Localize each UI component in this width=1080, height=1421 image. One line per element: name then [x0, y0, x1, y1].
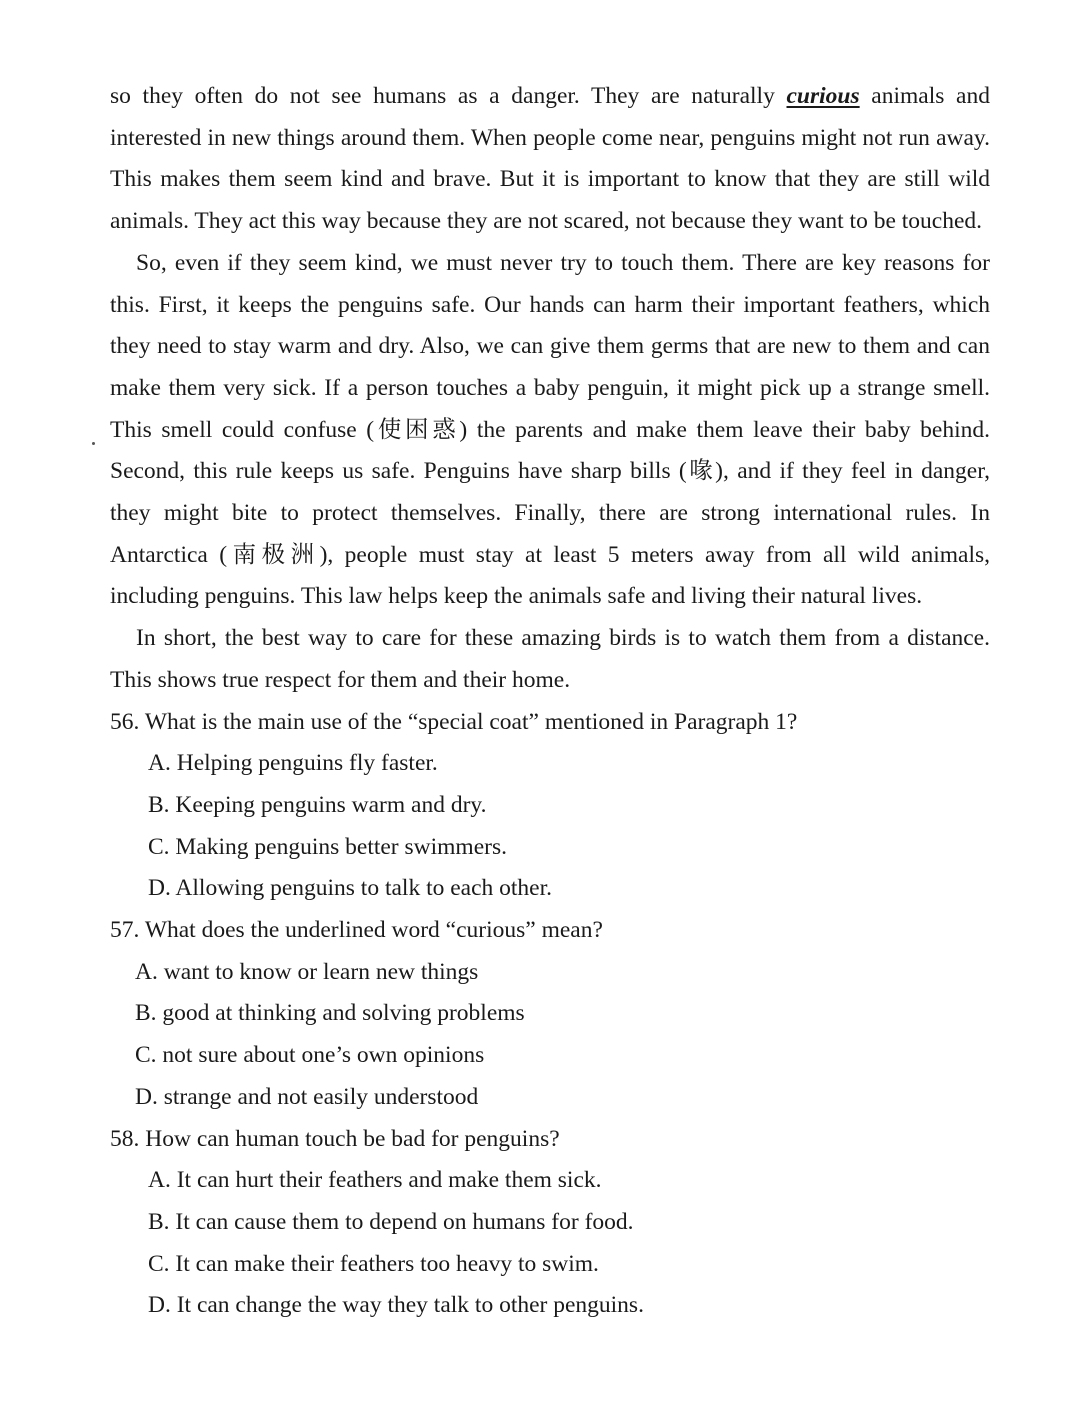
- document-page: [110, 76, 990, 1327]
- passage-paragraph-3: In short, the best way to care for these amazing birds is to watch them from a distance. This shows true respect for them and their home.: [110, 625, 990, 693]
- option-d: D. strange and not easily understood: [135, 1083, 479, 1110]
- option-d: D. Allowing penguins to talk to each other.: [148, 875, 553, 902]
- question-57: [110, 910, 990, 1119]
- question-58: [110, 1119, 990, 1328]
- paragraph-1-text-after: animals and interested in new things around them. When people come near, penguins might not run away. This makes them seem kind and brave. But it is important to know that they are still wild animals. They act this way because they are not scared, not because they want to be touched.: [110, 83, 990, 235]
- question-stem: 58. How can human touch be bad for penguins?: [110, 1125, 560, 1152]
- option-list: [110, 1160, 990, 1327]
- option-d: D. It can change the way they talk to other penguins.: [148, 1292, 644, 1319]
- option-b: B. good at thinking and solving problems: [135, 1000, 525, 1027]
- stray-mark: [92, 442, 95, 445]
- option-a: A. Helping penguins fly faster.: [148, 750, 438, 777]
- option-list: [110, 743, 990, 910]
- option-b: B. Keeping penguins warm and dry.: [148, 791, 487, 818]
- option-list: [110, 952, 990, 1119]
- passage-paragraph-2: So, even if they seem kind, we must never try to touch them. There are key reasons for this. First, it keeps the penguins safe. Our hands can harm their important feathers, which they need to stay warm and dry. Also, we can give them germs that are new to them and can make them very sick. If a person touches a baby penguin, it might pick up a strange smell. This smell could confuse (使困惑) the parents and make them leave their baby behind. Second, this rule keeps us safe. Penguins have sharp bills (喙), and if they feel in danger, they might bite to protect themselves. Finally, there are strong international rules. In Antarctica (南极洲), people must stay at least 5 meters away from all wild animals, including penguins. This law helps keep the animals safe and living their natural lives.: [110, 249, 990, 610]
- question-stem: 56. What is the main use of the “special coat” mentioned in Paragraph 1?: [110, 708, 798, 735]
- option-b: B. It can cause them to depend on humans for food.: [148, 1208, 634, 1235]
- question-56: [110, 702, 990, 911]
- underlined-word-curious: curious: [786, 83, 860, 109]
- option-a: A. It can hurt their feathers and make them sick.: [148, 1167, 602, 1194]
- option-c: C. Making penguins better swimmers.: [148, 833, 507, 860]
- paragraph-1-text-before: so they often do not see humans as a danger. They are naturally: [110, 83, 787, 109]
- option-a: A. want to know or learn new things: [135, 958, 479, 985]
- option-c: C. It can make their feathers too heavy to swim.: [148, 1250, 599, 1277]
- option-c: C. not sure about one’s own opinions: [135, 1042, 485, 1069]
- passage-paragraph-1: [110, 76, 990, 243]
- question-stem: 57. What does the underlined word “curious” mean?: [110, 917, 603, 944]
